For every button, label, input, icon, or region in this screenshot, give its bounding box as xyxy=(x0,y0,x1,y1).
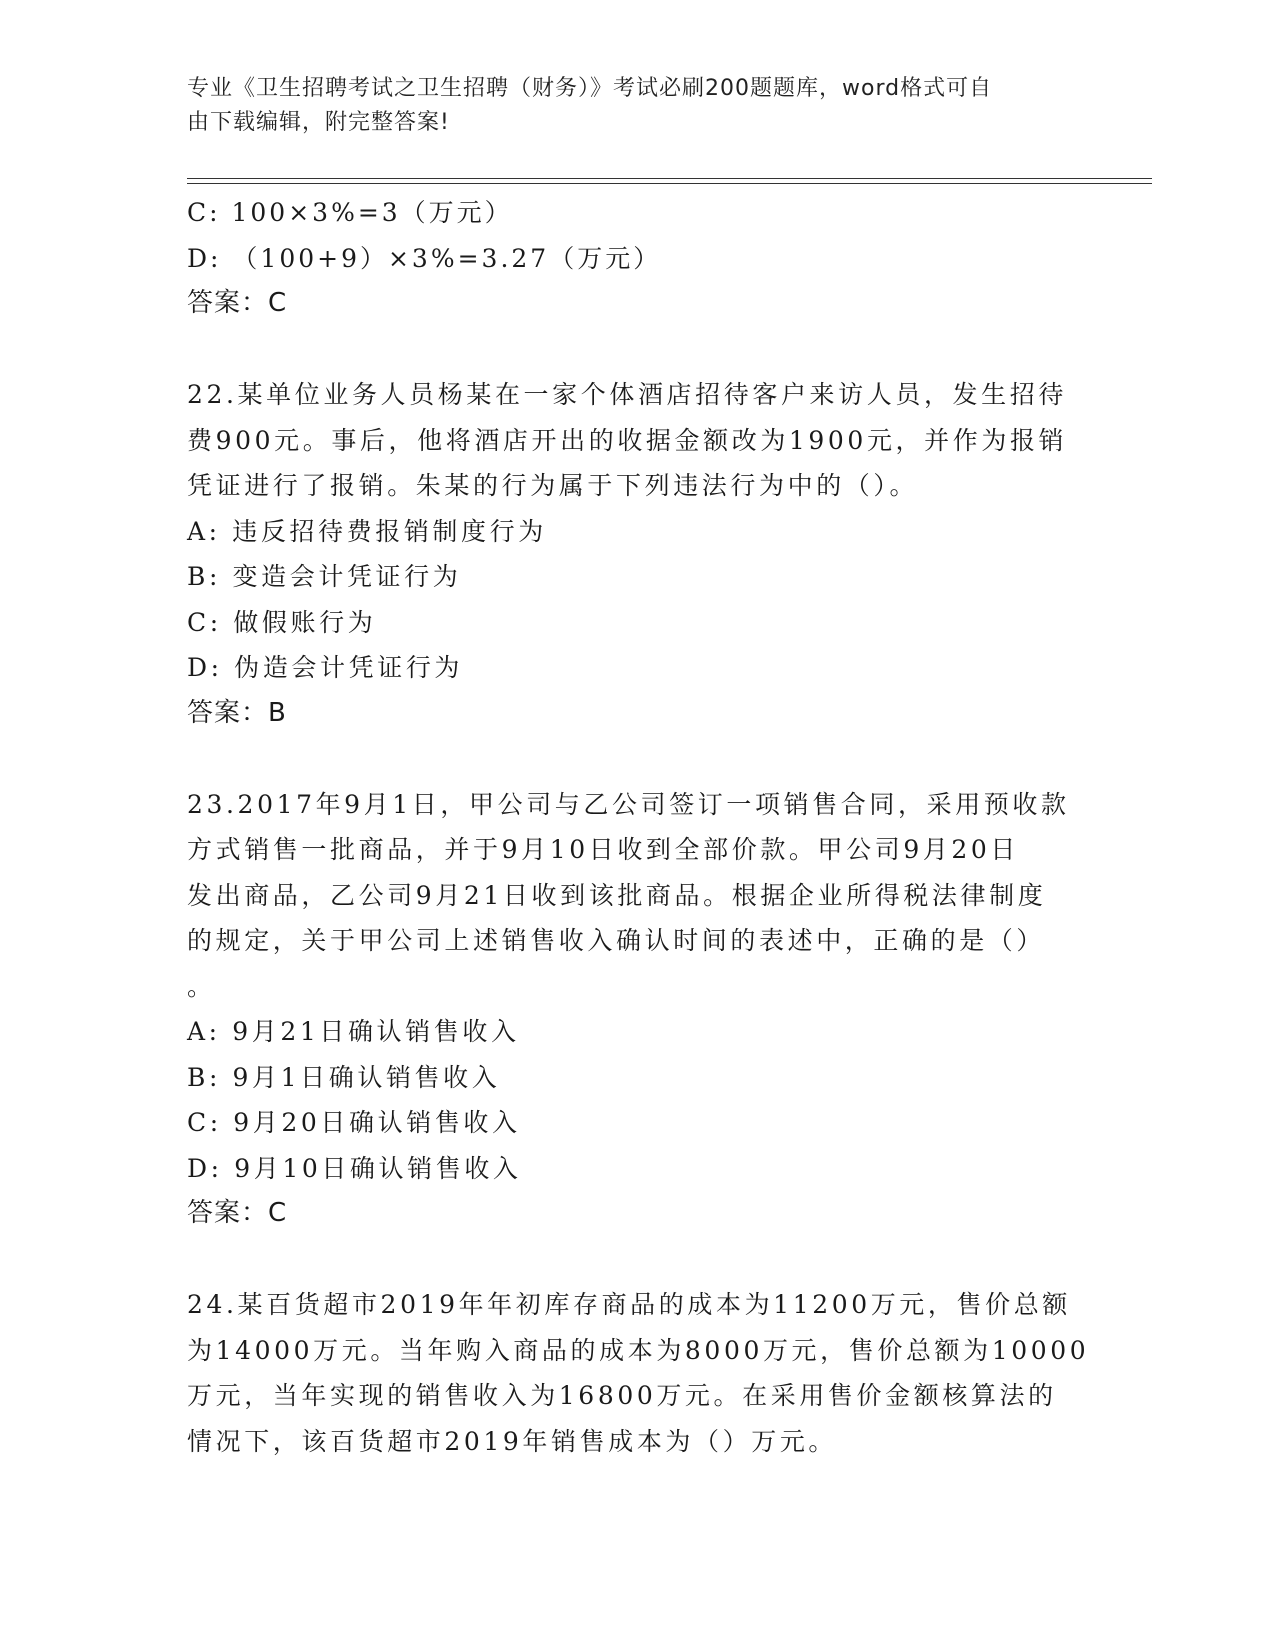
option-a: A: 违反招待费报销制度行为 xyxy=(187,516,547,546)
option-d: D: 伪造会计凭证行为 xyxy=(187,653,464,682)
answer: 答案：B xyxy=(187,697,287,728)
spacer xyxy=(187,1237,1087,1283)
answer: 答案：C xyxy=(187,288,288,318)
question-stem-line: 为14000万元。当年购入商品的成本为8000万元，售价总额为10000 xyxy=(187,1335,1090,1365)
option-b: B: 9月1日确认销售收入 xyxy=(187,1062,501,1092)
question-stem-line: 万元，当年实现的销售收入为16800万元。在采用售价金额核算法的 xyxy=(187,1381,1057,1410)
option-c: C: 100×3%=3（万元） xyxy=(187,198,513,227)
question-stem-line: 24.某百货超市2019年年初库存商品的成本为11200万元，售价总额 xyxy=(187,1290,1071,1319)
document-header xyxy=(187,72,1067,140)
question-stem-line: 费900元。事后，他将酒店开出的收据金额改为1900元，并作为报销 xyxy=(187,425,1068,455)
header-rule-top xyxy=(187,178,1152,179)
option-b: B: 变造会计凭证行为 xyxy=(187,562,462,591)
header-line-2: 由下载编辑，附完整答案! xyxy=(187,110,450,135)
question-stem-line: 23.2017年9月1日，甲公司与乙公司签订一项销售合同，采用预收款 xyxy=(187,789,1070,819)
question-stem-line: 凭证进行了报销。朱某的行为属于下列违法行为中的（）。 xyxy=(187,471,919,500)
question-22 xyxy=(187,372,1087,736)
spacer xyxy=(187,327,1087,373)
option-d: D: （100+9）×3%=3.27（万元） xyxy=(187,243,662,273)
option-d: D: 9月10日确认销售收入 xyxy=(187,1153,522,1183)
question-21-tail xyxy=(187,190,1087,327)
option-c: C: 9月20日确认销售收入 xyxy=(187,1108,521,1137)
option-a: A: 9月21日确认销售收入 xyxy=(187,1017,520,1046)
question-23 xyxy=(187,782,1087,1237)
header-line-1: 专业《卫生招聘考试之卫生招聘（财务）》考试必刷200题题库，word格式可自 xyxy=(187,76,993,101)
spacer xyxy=(187,736,1087,782)
question-stem-line: 情况下，该百货超市2019年销售成本为（）万元。 xyxy=(187,1426,838,1456)
header-rule-bottom xyxy=(187,183,1152,184)
question-24 xyxy=(187,1282,1090,1464)
question-stem-line: 发出商品，乙公司9月21日收到该批商品。根据企业所得税法律制度 xyxy=(187,880,1047,910)
question-stem-line: 的规定，关于甲公司上述销售收入确认时间的表述中，正确的是（） xyxy=(187,926,1046,955)
question-stem-line: 方式销售一批商品，并于9月10日收到全部价款。甲公司9月20日 xyxy=(187,835,1020,864)
document-body xyxy=(187,190,1090,1464)
option-c: C: 做假账行为 xyxy=(187,607,377,637)
question-stem-line: 22.某单位业务人员杨某在一家个体酒店招待客户来访人员，发生招待 xyxy=(187,380,1067,409)
answer: 答案：C xyxy=(187,1198,288,1228)
question-stem-line: 。 xyxy=(187,971,216,1001)
